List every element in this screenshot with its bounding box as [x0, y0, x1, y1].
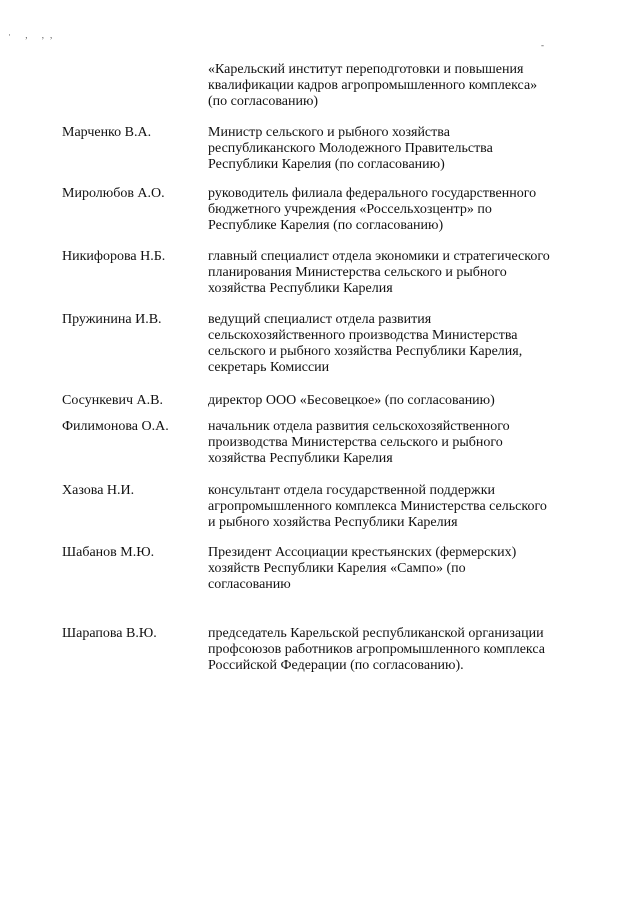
position-line: квалификации кадров агропромышленного комплекса»: [208, 78, 538, 93]
position-line: и рыбного хозяйства Республики Карелия: [208, 515, 458, 530]
position-line: Республике Карелия (по согласованию): [208, 218, 444, 233]
member-position: [208, 545, 586, 593]
member-name: Миролюбов А.О.: [62, 186, 165, 201]
position-line: планирования Министерства сельского и рыбного: [208, 265, 507, 280]
member-name: Пружинина И.В.: [62, 312, 162, 327]
member-position: [208, 483, 586, 531]
position-line: главный специалист отдела экономики и стратегического: [208, 249, 550, 264]
position-line: бюджетного учреждения «Россельхозцентр» по: [208, 202, 492, 217]
position-line: сельскохозяйственного производства Министерства: [208, 328, 518, 343]
position-line: профсоюзов работников агропромышленного комплекса: [208, 642, 545, 657]
position-line: Президент Ассоциации крестьянских (фермерских): [208, 545, 517, 560]
position-line: хозяйств Республики Карелия «Сампо» (по: [208, 561, 466, 576]
member-name: Никифорова Н.Б.: [62, 249, 166, 264]
member-name: Шарапова В.Ю.: [62, 626, 157, 641]
member-position: [208, 419, 586, 467]
position-line: агропромышленного комплекса Министерства сельского: [208, 499, 547, 514]
position-line: производства Министерства сельского и рыбного: [208, 435, 503, 450]
member-position: [208, 125, 586, 173]
member-name: Марченко В.А.: [62, 125, 152, 140]
position-line: руководитель филиала федерального государственного: [208, 186, 537, 201]
scan-artifact-marks: · , ,,: [8, 30, 59, 40]
member-name: Хазова Н.И.: [62, 483, 135, 498]
member-name: Шабанов М.Ю.: [62, 545, 155, 560]
member-position: [208, 186, 586, 234]
member-name: Сосункевич А.В.: [62, 393, 163, 408]
member-position: [208, 626, 586, 674]
position-line: «Карельский институт переподготовки и повышения: [208, 62, 524, 77]
position-line: (по согласованию): [208, 94, 319, 109]
position-line: Министр сельского и рыбного хозяйства: [208, 125, 450, 140]
member-position: [208, 393, 586, 409]
position-line: начальник отдела развития сельскохозяйственного: [208, 419, 510, 434]
position-line: председатель Карельской республиканской организации: [208, 626, 544, 641]
member-position: [208, 312, 586, 376]
member-position: [208, 62, 586, 110]
scan-artifact-dash: -: [541, 40, 544, 50]
member-position: [208, 249, 586, 297]
position-line: ведущий специалист отдела развития: [208, 312, 432, 327]
position-line: Российской Федерации (по согласованию).: [208, 658, 464, 673]
position-line: хозяйства Республики Карелия: [208, 281, 393, 296]
position-line: директор ООО «Бесовецкое» (по согласованию): [208, 393, 495, 408]
position-line: сельского и рыбного хозяйства Республики Карелия,: [208, 344, 523, 359]
position-line: секретарь Комиссии: [208, 360, 330, 375]
position-line: Республики Карелия (по согласованию): [208, 157, 445, 172]
position-line: хозяйства Республики Карелия: [208, 451, 393, 466]
position-line: консультант отдела государственной поддержки: [208, 483, 496, 498]
position-line: согласованию: [208, 577, 291, 592]
position-line: республиканского Молодежного Правительства: [208, 141, 493, 156]
member-name: Филимонова О.А.: [62, 419, 169, 434]
